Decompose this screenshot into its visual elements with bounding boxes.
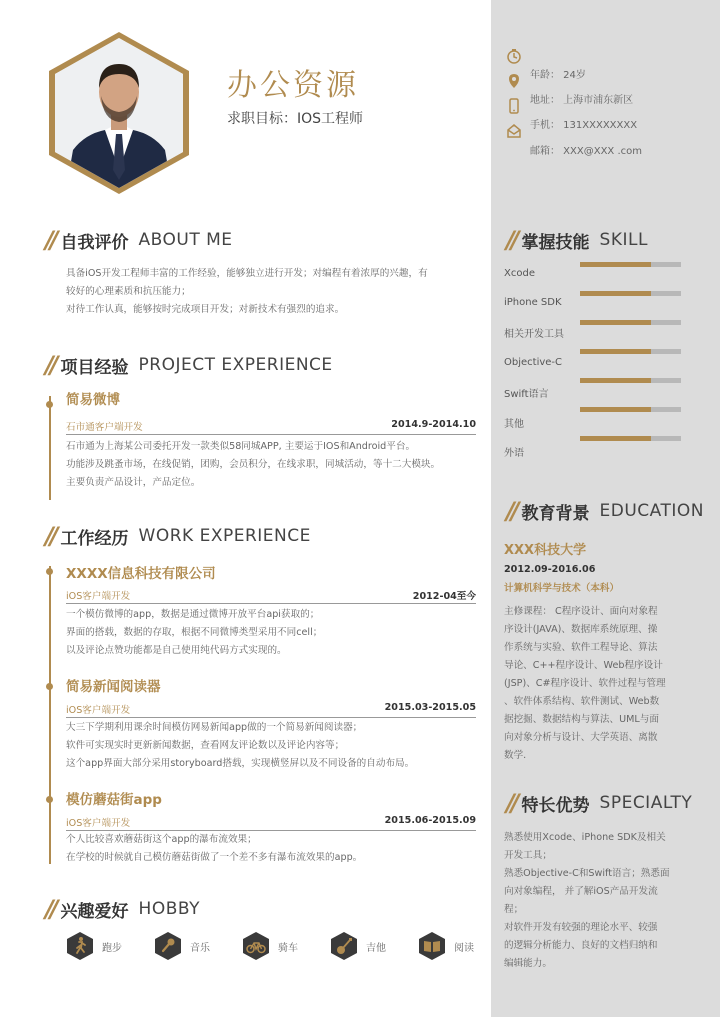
skill-level-bar bbox=[580, 262, 681, 267]
section-about-title: // 自我评价 ABOUT ME bbox=[45, 226, 233, 254]
skill-level-fill bbox=[580, 349, 651, 354]
specialty-text: 熟悉使用Xcode、iPhone SDK及相关 开发工具； 熟悉Objective-C和Swift语言；熟悉面 向对象编程， 并了解iOS产品开发流 程； 对软件开发有较强的理论水平、较强 的逻辑分析能力、良好的文档归纳和 编辑能力。 bbox=[504, 832, 670, 969]
phone-icon bbox=[506, 98, 522, 114]
book-icon bbox=[418, 931, 446, 961]
job-target: 求职目标：IOS工程师 bbox=[227, 111, 364, 127]
work-sub-1: iOS客户端开发 bbox=[66, 591, 131, 602]
project-desc: 石市通为上海某公司委托开发一款类似58同城APP, 主要运于IOS和Android平台。 功能涉及跳蚤市场，在线促销，团购，会员积分，在线求职，同城活动，等十二大模块。 主要负责产品设计，产品定位。 bbox=[66, 441, 441, 488]
section-project-title: // 项目经验 PROJECT EXPERIENCE bbox=[45, 351, 333, 379]
skill-level-fill bbox=[580, 262, 651, 267]
guitar-icon bbox=[330, 931, 358, 961]
skill-label: iPhone SDK bbox=[504, 297, 562, 308]
skill-label: 相关开发工具 bbox=[504, 329, 564, 340]
slash-icon: // bbox=[45, 895, 55, 923]
project-title: 简易微博 bbox=[66, 392, 120, 408]
info-age bbox=[506, 48, 530, 64]
clock-icon bbox=[506, 48, 522, 64]
work-desc-3: 个人比较喜欢蘑菇街这个app的瀑布流效果； 在学校的时候就自己模仿蘑菇街做了一个差不多有瀑布流效果的app。 bbox=[66, 834, 363, 863]
work-date-2: 2015.03-2015.05 bbox=[384, 702, 476, 713]
section-skill-title: // 掌握技能 SKILL bbox=[506, 226, 648, 254]
slash-icon: // bbox=[45, 226, 55, 254]
project-timeline bbox=[49, 396, 51, 500]
skill-label: Xcode bbox=[504, 268, 535, 279]
info-phone-text: 手机： 131XXXXXXXX bbox=[530, 120, 638, 131]
divider bbox=[66, 434, 476, 435]
mail-icon bbox=[506, 123, 522, 139]
work-date-1: 2012-04至今 bbox=[412, 591, 476, 602]
work-title-3: 模仿蘑菇街app bbox=[66, 792, 162, 808]
skill-label: Objective-C bbox=[504, 357, 563, 368]
timeline-dot bbox=[46, 683, 53, 690]
section-hobby-title: // 兴趣爱好 HOBBY bbox=[45, 895, 200, 923]
hobby-item: 骑车 bbox=[242, 931, 298, 961]
location-pin-icon bbox=[506, 73, 522, 89]
hobby-item: 阅读 bbox=[418, 931, 474, 961]
divider bbox=[66, 603, 476, 604]
education-date: 2012.09-2016.06 bbox=[504, 564, 596, 575]
skill-level-bar bbox=[580, 378, 681, 383]
slash-icon: // bbox=[45, 351, 55, 379]
divider bbox=[66, 717, 476, 718]
about-text: 具备iOS开发工程师丰富的工作经验，能够独立进行开发；对编程有着浓厚的兴趣，有 较好的心理素质和抗压能力； 对待工作认真，能够按时完成项目开发；对新技术有强烈的追求。 bbox=[66, 268, 428, 315]
skill-label: 其他 bbox=[504, 419, 524, 430]
work-sub-3: iOS客户端开发 bbox=[66, 818, 131, 829]
work-timeline bbox=[49, 566, 51, 864]
skill-level-fill bbox=[580, 320, 651, 325]
skill-label: Swift语言 bbox=[504, 389, 549, 400]
slash-icon: // bbox=[506, 497, 516, 525]
bicycle-icon bbox=[242, 931, 270, 961]
skill-level-bar bbox=[580, 407, 681, 412]
hobby-item: 音乐 bbox=[154, 931, 210, 961]
section-work-title: // 工作经历 WORK EXPERIENCE bbox=[45, 522, 311, 550]
info-mail-text: 邮箱： XXX@XXX .com bbox=[530, 146, 642, 157]
info-mail bbox=[506, 123, 530, 139]
hobby-item: 跑步 bbox=[66, 931, 122, 961]
education-courses: 主修课程： C程序设计、面向对象程 序设计(JAVA)、数据库系统原理、操 作系统与实验、软件工程导论、算法 导论、C++程序设计、Web程序设计 (JSP)、C#程序设计、软件过程与管理 、软件体系结构、软件测试、Web数 据挖掘、数据结构与算法、UML与面 向对象分析与设计、大学英语、离散 数学. bbox=[504, 606, 666, 761]
running-icon bbox=[66, 931, 94, 961]
skill-level-fill bbox=[580, 291, 651, 296]
section-specialty-title: // 特长优势 SPECIALTY bbox=[506, 789, 693, 817]
education-major: 计算机科学与技术（本科） bbox=[504, 583, 620, 594]
skill-label: 外语 bbox=[504, 448, 524, 459]
info-address bbox=[506, 73, 530, 89]
work-date-3: 2015.06-2015.09 bbox=[384, 815, 476, 826]
info-phone bbox=[506, 98, 530, 114]
work-title-1: XXXX信息科技有限公司 bbox=[66, 566, 216, 582]
info-address-text: 地址： 上海市浦东新区 bbox=[530, 95, 634, 106]
skill-level-bar bbox=[580, 436, 681, 441]
work-desc-2: 大三下学期利用课余时间模仿网易新闻app做的一个简易新闻阅读器； 软件可实现实时更新新闻数据，查看网友评论数以及评论内容等； 这个app界面大部分采用storyboard搭载，实现横竖屏以及不同设备的自动布局。 bbox=[66, 722, 415, 769]
slash-icon: // bbox=[506, 789, 516, 817]
project-sub: 石市通客户端开发 bbox=[66, 422, 143, 433]
skill-level-fill bbox=[580, 407, 651, 412]
skill-level-fill bbox=[580, 378, 651, 383]
skill-level-bar bbox=[580, 291, 681, 296]
work-desc-1: 一个模仿微博的app，数据是通过微博开放平台api获取的； 界面的搭载，数据的存取，根据不同微博类型采用不同cell； 以及评论点赞功能都是自己使用纯代码方式实现的。 bbox=[66, 609, 323, 656]
hobby-item: 吉他 bbox=[330, 931, 386, 961]
timeline-dot bbox=[46, 796, 53, 803]
slash-icon: // bbox=[506, 226, 516, 254]
profile-photo bbox=[45, 30, 193, 196]
work-title-2: 简易新闻阅读器 bbox=[66, 679, 161, 695]
school-name: XXX科技大学 bbox=[504, 543, 587, 558]
slash-icon: // bbox=[45, 522, 55, 550]
skill-level-bar bbox=[580, 320, 681, 325]
section-education-title: // 教育背景 EDUCATION bbox=[506, 497, 704, 525]
project-date: 2014.9-2014.10 bbox=[391, 419, 476, 430]
work-sub-2: iOS客户端开发 bbox=[66, 705, 131, 716]
microphone-icon bbox=[154, 931, 182, 961]
skill-level-fill bbox=[580, 436, 651, 441]
timeline-dot bbox=[46, 401, 53, 408]
skill-level-bar bbox=[580, 349, 681, 354]
info-age-text: 年龄： 24岁 bbox=[530, 70, 586, 81]
candidate-name: 办公资源 bbox=[227, 68, 359, 103]
timeline-dot bbox=[46, 568, 53, 575]
